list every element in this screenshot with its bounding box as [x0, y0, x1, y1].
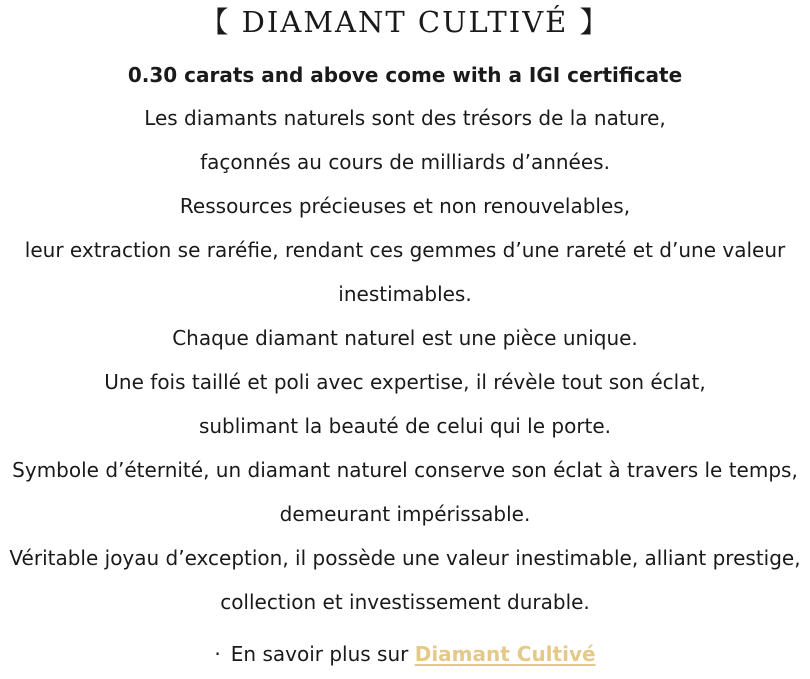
description-line: Symbole d’éternité, un diamant naturel conserve son éclat à travers le temps, demeurant impérissable. — [12, 458, 798, 526]
description-line: Une fois taillé et poli avec expertise, il révèle tout son éclat, — [104, 370, 706, 394]
description-line: façonnés au cours de milliards d’années. — [200, 150, 610, 174]
diamant-cultive-link[interactable]: Diamant Cultivé — [414, 642, 596, 666]
description-line: Les diamants naturels sont des trésors de la nature, — [144, 106, 666, 130]
certificate-note: 0.30 carats and above come with a IGI certificate — [127, 63, 683, 87]
description-line: Véritable joyau d’exception, il possède une valeur inestimable, alliant prestige, collection et investissement durable. — [9, 546, 801, 614]
learn-more — [0, 639, 810, 669]
learn-more-prefix: En savoir plus sur — [230, 642, 415, 666]
bullet-icon: · — [214, 642, 221, 666]
section-title: 【 DIAMANT CULTIVÉ 】 — [199, 5, 611, 39]
description-line: leur extraction se raréfie, rendant ces gemmes d’une rareté et d’une valeur inestimables. — [24, 238, 786, 306]
description-body — [0, 96, 810, 624]
description-line: Chaque diamant naturel est une pièce unique. — [172, 326, 638, 350]
description-line: sublimant la beauté de celui qui le porte. — [198, 414, 612, 438]
description-line: Ressources précieuses et non renouvelables, — [179, 194, 631, 218]
